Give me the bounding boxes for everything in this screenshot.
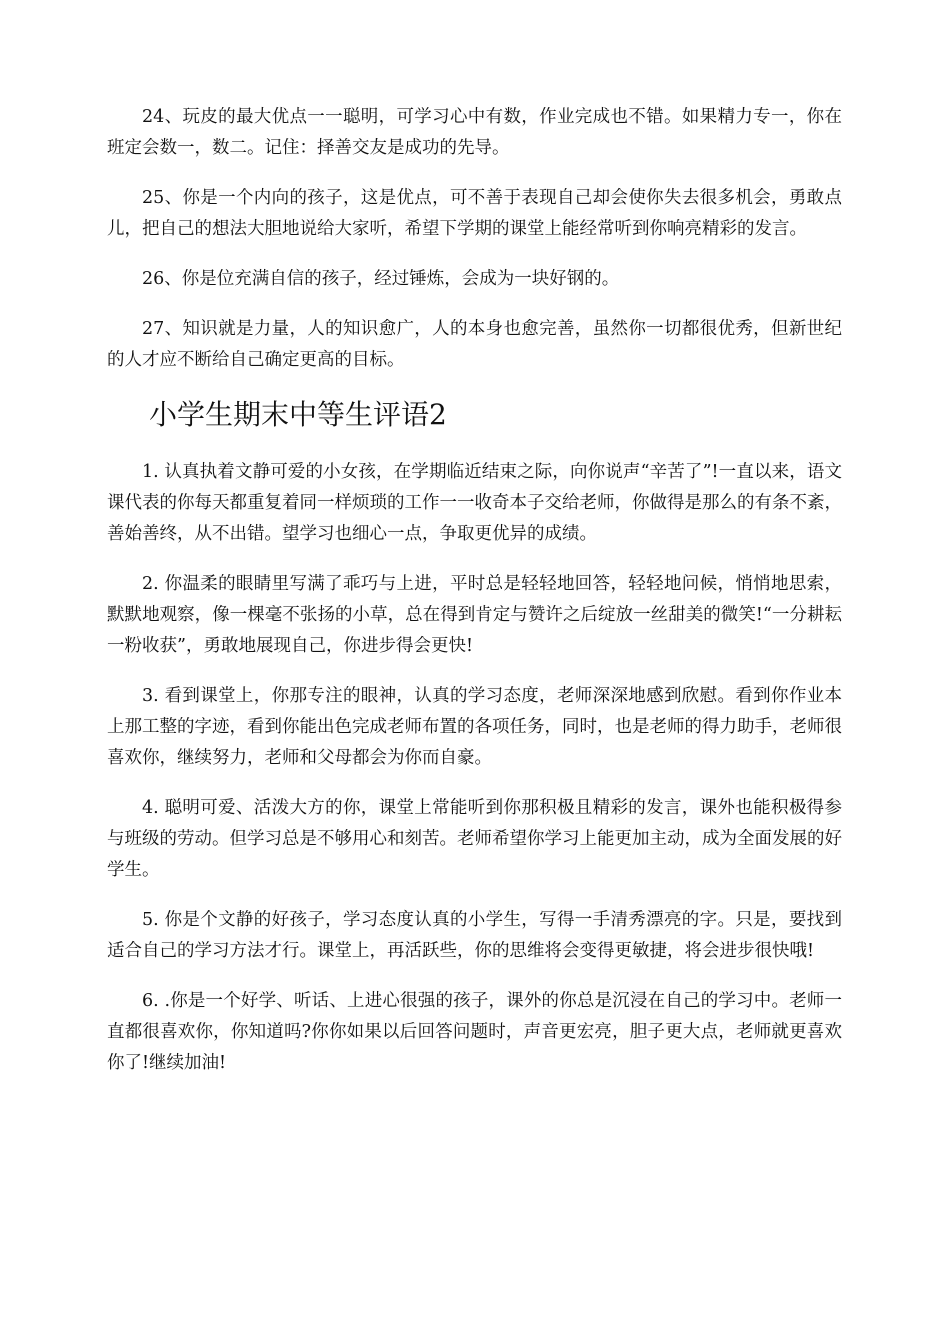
comment-1: 1. 认真执着文静可爱的小女孩，在学期临近结束之际，向你说声“辛苦了”!一直以来，语文课代表的你每天都重复着同一样烦琐的工作一一收奇本子交给老师，你做得是那么的有条不紊，善始善终，从不出错。望学习也细心一点，争取更优异的成绩。 [107,462,842,544]
comment-6: 6. .你是一个好学、听话、上进心很强的孩子，课外的你总是沉浸在自己的学习中。老师一直都很喜欢你，你知道吗?你你如果以后回答问题时，声音更宏亮，胆子更大点，老师就更喜欢你了!继续加油! [107,991,842,1073]
paragraph-26: 26、你是位充满自信的孩子，经过锤炼，会成为一块好钢的。 [142,269,620,289]
paragraph-27: 27、知识就是力量，人的知识愈广，人的本身也愈完善，虽然你一切都很优秀，但新世纪的人才应不断给自己确定更高的目标。 [107,319,842,370]
paragraph-24: 24、玩皮的最大优点一一聪明，可学习心中有数，作业完成也不错。如果精力专一，你在班定会数一，数二。记住：择善交友是成功的先导。 [107,107,842,158]
comment-2: 2. 你温柔的眼睛里写满了乖巧与上进，平时总是轻轻地回答，轻轻地问候，悄悄地思索，默默地观察，像一棵毫不张扬的小草，总在得到肯定与赞许之后绽放一丝甜美的微笑!“一分耕耘一粉收获”，勇敢地展现自己，你进步得会更快! [107,574,842,656]
section-heading: 小学生期末中等生评语2 [149,398,447,431]
document-body [107,102,842,1098]
comment-5: 5. 你是个文静的好孩子，学习态度认真的小学生，写得一手清秀漂亮的字。只是，要找到适合自己的学习方法才行。课堂上，再活跃些，你的思维将会变得更敏捷，将会进步很快哦! [107,910,842,961]
paragraph-25: 25、你是一个内向的孩子，这是优点，可不善于表现自己却会使你失去很多机会，勇敢点儿，把自己的想法大胆地说给大家听，希望下学期的课堂上能经常听到你响亮精彩的发言。 [107,188,842,239]
comment-4: 4. 聪明可爱、活泼大方的你，课堂上常能听到你那积极且精彩的发言，课外也能积极得参与班级的劳动。但学习总是不够用心和刻苦。老师希望你学习上能更加主动，成为全面发展的好学生。 [107,798,842,880]
comment-3: 3. 看到课堂上，你那专注的眼神，认真的学习态度，老师深深地感到欣慰。看到你作业本上那工整的字迹，看到你能出色完成老师布置的各项任务，同时，也是老师的得力助手，老师很喜欢你，继续努力，老师和父母都会为你而自豪。 [107,686,842,768]
